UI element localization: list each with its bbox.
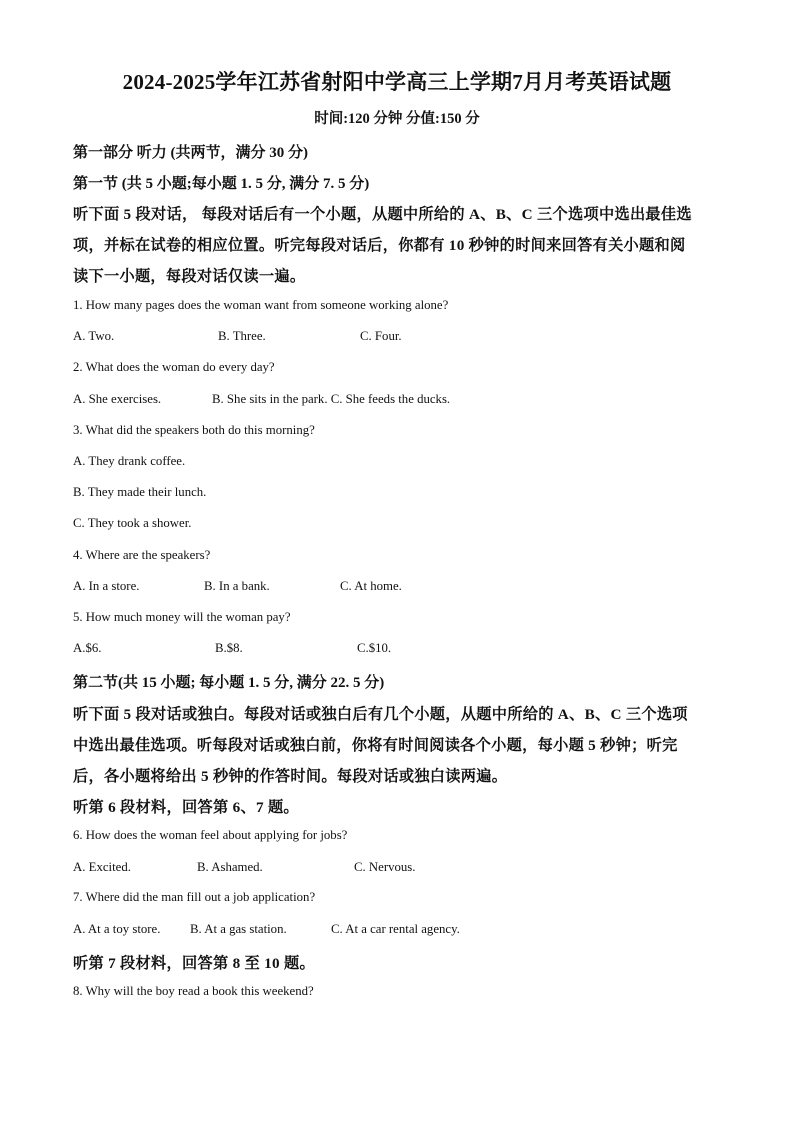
part1-heading: 第一部分 听力 (共两节，满分 30 分) (73, 145, 308, 161)
question-2-stem: 2. What does the woman do every day? (73, 360, 275, 374)
question-7-stem: 7. Where did the man fill out a job application? (73, 890, 316, 904)
question-5-stem: 5. How much money will the woman pay? (73, 610, 291, 624)
section2-instructions-line2: 中选出最佳选项。听每段对话或独白前，你将有时间阅读各个小题，每小题 5 秒钟；听完 (73, 737, 678, 754)
question-3-option-a: A. They drank coffee. (73, 454, 186, 468)
section2-instructions-line3: 后，各小题将给出 5 秒钟的作答时间。每段对话或独白读两遍。 (73, 768, 508, 785)
question-6-option-b: B. Ashamed. (197, 860, 263, 874)
question-7-option-a: A. At a toy store. (73, 922, 161, 936)
question-3-stem: 3. What did the speakers both do this morning? (73, 423, 315, 437)
question-6-option-a: A. Excited. (73, 860, 131, 874)
question-8-stem: 8. Why will the boy read a book this weekend? (73, 984, 314, 998)
question-3-option-b: B. They made their lunch. (73, 485, 207, 499)
section2-heading: 第二节(共 15 小题; 每小题 1. 5 分, 满分 22. 5 分) (73, 675, 385, 691)
question-1-option-a: A. Two. (73, 329, 115, 343)
question-1-stem: 1. How many pages does the woman want from someone working alone? (73, 298, 449, 312)
question-6-stem: 6. How does the woman feel about applying for jobs? (73, 828, 348, 842)
question-6-option-c: C. Nervous. (354, 860, 416, 874)
exam-time-score: 时间:120 分钟 分值:150 分 (314, 111, 480, 127)
question-7-option-b: B. At a gas station. (190, 922, 287, 936)
section1-instructions-line2: 项，并标在试卷的相应位置。听完每段对话后，你都有 10 秒钟的时间来回答有关小题和阅 (73, 237, 686, 254)
question-4-option-c: C. At home. (340, 579, 402, 593)
question-5-option-b: B.$8. (215, 641, 243, 655)
question-1-option-b: B. Three. (218, 329, 266, 343)
exam-title: 2024-2025学年江苏省射阳中学高三上学期7月月考英语试题 (122, 70, 672, 94)
section1-heading: 第一节 (共 5 小题;每小题 1. 5 分, 满分 7. 5 分) (73, 176, 370, 192)
question-2-option-a: A. She exercises. (73, 392, 162, 406)
question-2-option-b-c: B. She sits in the park. C. She feeds the ducks. (212, 392, 451, 406)
question-4-stem: 4. Where are the speakers? (73, 548, 211, 562)
material-6-instruction: 听第 6 段材料，回答第 6、7 题。 (73, 799, 299, 816)
question-7-option-c: C. At a car rental agency. (331, 922, 460, 936)
section1-instructions-line1: 听下面 5 段对话， 每段对话后有一个小题，从题中所给的 A、B、C 三个选项中选出最佳选 (73, 206, 692, 223)
question-5-option-a: A.$6. (73, 641, 102, 655)
question-4-option-a: A. In a store. (73, 579, 140, 593)
question-5-option-c: C.$10. (357, 641, 392, 655)
section2-instructions-line1: 听下面 5 段对话或独白。每段对话或独白后有几个小题，从题中所给的 A、B、C 三个选项 (73, 706, 688, 723)
material-7-instruction: 听第 7 段材料，回答第 8 至 10 题。 (73, 955, 316, 972)
section1-instructions-line3: 读下一小题，每段对话仅读一遍。 (73, 268, 306, 285)
question-3-option-c: C. They took a shower. (73, 516, 192, 530)
question-1-option-c: C. Four. (360, 329, 402, 343)
question-4-option-b: B. In a bank. (204, 579, 270, 593)
